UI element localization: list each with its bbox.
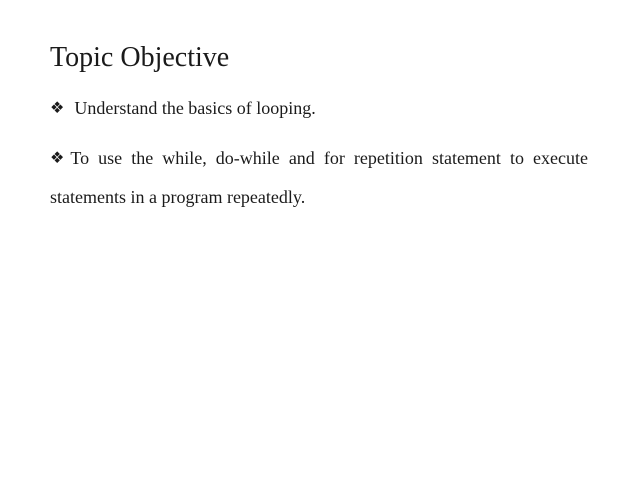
diamond-bullet-icon: ❖ <box>50 98 65 117</box>
slide-title: Topic Objective <box>50 42 230 73</box>
bullet-text: To use the while, do-while and for repetition statement to execute statements in a program repeatedly. <box>50 148 588 207</box>
bullet-text: Understand the basics of looping. <box>74 98 316 118</box>
diamond-bullet-icon: ❖ <box>50 148 65 167</box>
bullet-item <box>50 96 316 121</box>
bullet-item <box>50 139 588 217</box>
